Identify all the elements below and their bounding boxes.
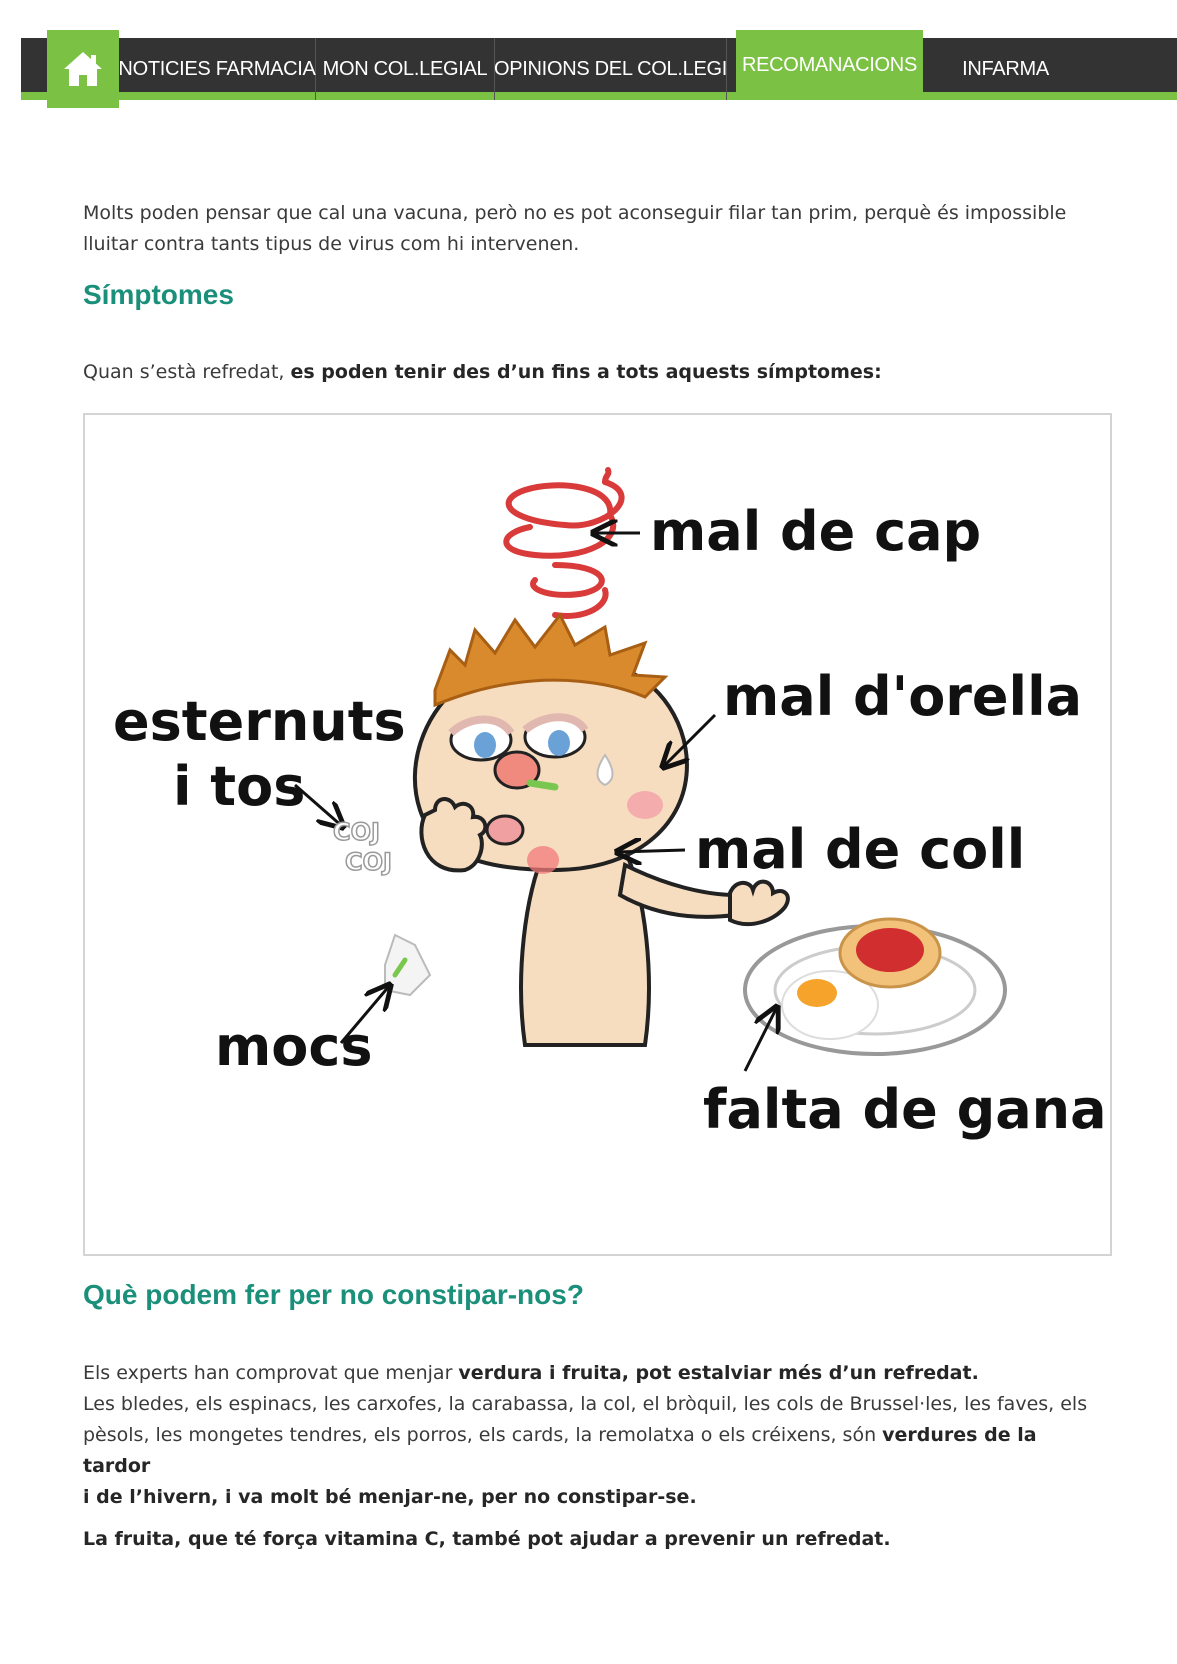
symptoms-heading: Símptomes xyxy=(83,279,234,310)
prevention-line-3 xyxy=(83,1420,1103,1482)
label-mocs: mocs xyxy=(215,1015,373,1078)
nav-item-opinions-del-collegi[interactable]: OPINIONS DEL COL.LEGI xyxy=(495,38,727,100)
label-coj-2: COJ xyxy=(345,848,392,876)
prevention-p2-plain: pèsols, les mongetes tendres, els porros, els cards, la remolatxa o els créixens, són xyxy=(83,1424,883,1446)
home-button[interactable] xyxy=(47,30,119,108)
prevention-p1-plain: Els experts han comprovat que menjar xyxy=(83,1362,459,1384)
prevention-p2-bold-2: i de l’hivern, i va molt bé menjar-ne, per no constipar-se. xyxy=(83,1486,697,1508)
nav-item-mon-collegial[interactable]: MON COL.LEGIAL xyxy=(316,38,495,100)
label-mal-orella: mal d'orella xyxy=(723,665,1083,728)
tissue xyxy=(385,935,430,995)
home-icon xyxy=(62,50,104,88)
label-falta-de-gana: falta de gana xyxy=(703,1078,1107,1141)
nav-item-infarma[interactable]: INFARMA xyxy=(962,57,1049,80)
intro-paragraph xyxy=(83,198,1103,260)
prevention-p1-bold: verdura i fruita, pot estalviar més d’un refredat. xyxy=(458,1362,979,1384)
symptoms-lead xyxy=(83,357,1103,388)
prevention-line-4 xyxy=(83,1482,1103,1513)
label-mal-de-cap: mal de cap xyxy=(650,500,982,563)
symptoms-lead-bold: es poden tenir des d’un fins a tots aquests símptomes: xyxy=(290,361,882,383)
cold-symptoms-illustration xyxy=(83,413,1112,1256)
prevention-paragraph xyxy=(83,1358,1103,1513)
intro-line-1: Molts poden pensar que cal una vacuna, però no es pot aconseguir filar tan prim, perquè és impossible xyxy=(83,202,1067,224)
fruit-paragraph xyxy=(83,1524,1103,1555)
label-mal-de-coll: mal de coll xyxy=(695,818,1026,881)
intro-line-2: lluitar contra tants tipus de virus com hi intervenen. xyxy=(83,233,580,255)
prevention-p2-bold: verdures de la tardor xyxy=(83,1424,1037,1477)
nav-item-recomanacions[interactable]: RECOMANACIONS xyxy=(736,30,923,100)
label-i-tos: i tos xyxy=(173,755,306,818)
plate-with-food xyxy=(745,919,1005,1054)
symptoms-lead-plain: Quan s’està refredat, xyxy=(83,361,291,383)
label-esternuts: esternuts xyxy=(113,690,406,753)
prevention-line-1 xyxy=(83,1358,1103,1389)
headache-spiral xyxy=(506,470,621,616)
prevention-heading: Què podem fer per no constipar-nos? xyxy=(83,1279,584,1310)
prevention-line-2: Les bledes, els espinacs, les carxofes, la carabassa, la col, el bròquil, les cols de Brussel·les, les faves, els xyxy=(83,1393,1088,1415)
label-coj-1: COJ xyxy=(333,818,380,846)
top-navigation xyxy=(21,38,1177,100)
fruit-bold: La fruita, que té força vitamina C, també pot ajudar a prevenir un refredat. xyxy=(83,1528,891,1550)
nav-item-noticies-farmacia[interactable]: NOTICIES FARMACIA xyxy=(119,38,316,100)
